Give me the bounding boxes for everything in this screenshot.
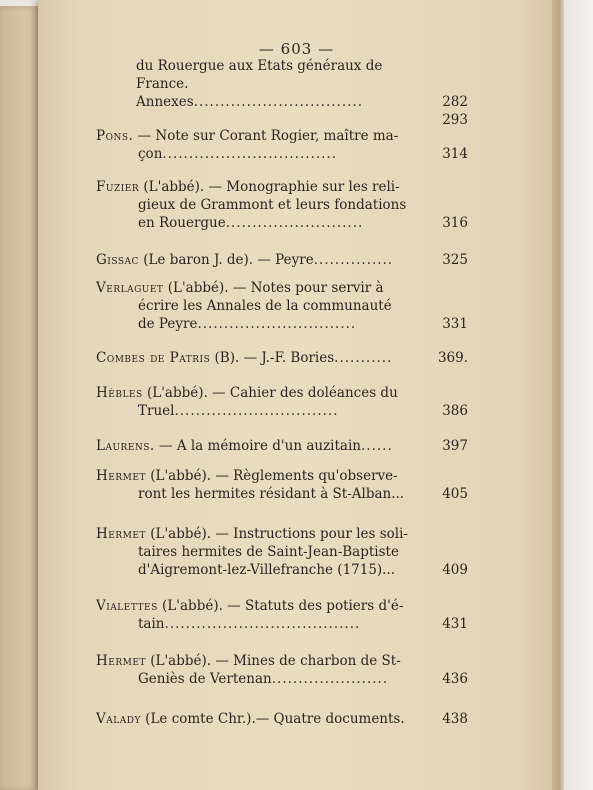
toc-line [96, 652, 462, 670]
toc-entry [96, 467, 468, 503]
toc-entry [96, 597, 468, 633]
author-name: Hermet [96, 653, 146, 669]
toc-entry [96, 710, 468, 728]
dot-leader: .............................. [197, 316, 357, 332]
toc-entry [96, 349, 468, 367]
entry-text: taires hermites de Saint-Jean-Baptiste [138, 544, 399, 560]
author-name: Pons. [96, 128, 134, 144]
author-name: Gissac [96, 252, 139, 268]
entry-text: gieux de Grammont et leurs fondations [138, 197, 407, 213]
entry-text: France. [136, 76, 189, 92]
toc-line [96, 543, 462, 561]
dot-leader: ............................... [174, 403, 339, 419]
page-number: — 603 — [258, 40, 335, 58]
entry-text: (Le comte Chr.).— Quatre documents. [140, 711, 405, 727]
entry-text: çon [138, 146, 163, 162]
toc-line [96, 467, 462, 485]
toc-line [136, 93, 468, 111]
toc-entry [96, 251, 468, 269]
entry-text: (L'abbé). — Instructions pour les soli- [145, 526, 408, 542]
page-reference: 431 [442, 616, 468, 632]
page-reference: 314 [442, 146, 468, 162]
entry-text: (Le baron J. de). — Peyre [138, 252, 314, 268]
toc-entry [96, 437, 468, 455]
toc-entry [96, 127, 468, 163]
dot-leader: ................................ [193, 94, 363, 110]
toc-line [96, 615, 468, 633]
entry-text: — A la mémoire d'un auzitain [154, 438, 361, 454]
entry-text: écrire les Annales de la communauté [138, 298, 392, 314]
toc-line [96, 525, 462, 543]
dot-leader: ................................. [162, 146, 338, 162]
toc-line [96, 279, 462, 297]
toc-line [96, 214, 468, 232]
dot-leader: .......................... [225, 215, 364, 231]
entry-text: d'Aigremont-lez-Villefranche (1715)... [138, 562, 396, 578]
author-name: Valady [96, 711, 141, 727]
entry-text: (B). — J.-F. Bories [210, 350, 335, 366]
entry-text: (L'abbé). — Notes pour servir à [163, 280, 384, 296]
toc-line [96, 485, 468, 503]
entry-text: ront les hermites résidant à St-Alban... [138, 486, 405, 502]
toc-line [96, 402, 468, 420]
toc-line [136, 75, 462, 93]
author-name: Combes de Patris [96, 350, 211, 366]
toc-line [96, 145, 468, 163]
dot-leader: ...... [360, 438, 393, 454]
toc-line [96, 597, 462, 615]
page-reference: 436 [442, 671, 468, 687]
author-name: Laurens. [96, 438, 155, 454]
toc-line [96, 349, 468, 367]
page-reference: 331 [442, 316, 468, 332]
entry-text: du Rouergue aux Etats généraux de [136, 58, 383, 74]
page-reference: 409 [442, 562, 468, 578]
entry-text: — Note sur Corant Rogier, maître ma- [133, 128, 399, 144]
page-reference: 438 [442, 711, 468, 727]
page-reference: 325 [442, 252, 468, 268]
toc-entry [96, 279, 468, 333]
toc-line [96, 297, 462, 315]
entry-text: Geniès de Vertenan [138, 671, 272, 687]
author-name: Hermet [96, 526, 146, 542]
page-edge [552, 0, 564, 790]
entry-text: en Rouergue [138, 215, 226, 231]
author-name: Hermet [96, 468, 146, 484]
entry-text: Annexes [136, 94, 194, 110]
dot-leader: ..................................... [164, 616, 361, 632]
toc-entry [136, 57, 468, 129]
toc-line [96, 251, 468, 269]
page-reference: 386 [442, 403, 468, 419]
page-reference: 282 [442, 94, 468, 110]
toc-entry [96, 178, 468, 232]
entry-text: tain [138, 616, 165, 632]
entry-text: Truel [138, 403, 175, 419]
page-reference: 405 [442, 486, 468, 502]
toc-line [136, 57, 462, 75]
author-name: Fuzier [96, 179, 140, 195]
entry-text: de Peyre [138, 316, 198, 332]
toc-line [96, 561, 468, 579]
entry-text: (L'abbé). — Cahier des doléances du [142, 385, 398, 401]
toc-entry [96, 652, 468, 688]
toc-line [96, 196, 462, 214]
author-name: Hèbles [96, 385, 143, 401]
entry-text: (L'abbé). — Statuts des potiers d'é- [157, 598, 404, 614]
toc-line [96, 710, 468, 728]
entry-text: (L'abbé). — Règlements qu'observe- [145, 468, 398, 484]
toc-line [96, 315, 468, 333]
underlying-page [0, 6, 40, 790]
page-reference: 316 [442, 215, 468, 231]
toc-line [96, 384, 462, 402]
toc-entry [96, 384, 468, 420]
author-name: Verlaguet [96, 280, 164, 296]
entry-text: (L'abbé). — Mines de charbon de St- [145, 653, 401, 669]
toc-line [96, 670, 468, 688]
author-name: Vialettes [96, 598, 158, 614]
toc-line [96, 127, 462, 145]
dot-leader: ...................... [271, 671, 389, 687]
page-reference: 369. [437, 350, 468, 366]
entry-text: (L'abbé). — Monographie sur les reli- [139, 179, 400, 195]
toc-line [96, 437, 468, 455]
page-reference: 397 [442, 438, 468, 454]
toc-line [96, 178, 462, 196]
page-reference: 293 [442, 112, 468, 128]
toc-entry [96, 525, 468, 579]
dot-leader: ............... [313, 252, 394, 268]
dot-leader: ........... [334, 350, 393, 366]
